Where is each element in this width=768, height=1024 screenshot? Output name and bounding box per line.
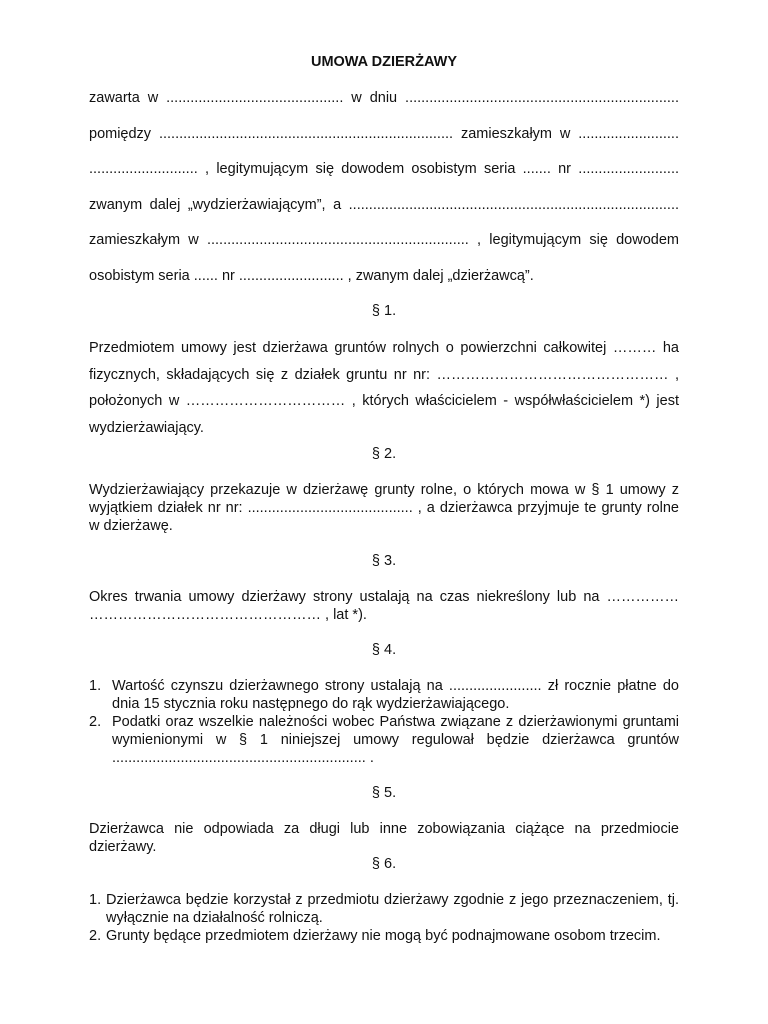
header-line-place-date: zawarta w ............................................ w dniu .................................................................... xyxy=(89,90,679,106)
section-2-heading: § 2. xyxy=(371,446,397,462)
list-item xyxy=(89,713,679,767)
section-5-heading: § 5. xyxy=(371,785,397,801)
list-item-number: 1. xyxy=(89,678,102,694)
list-item-number: 2. xyxy=(89,928,102,944)
section-3-text: Okres trwania umowy dzierżawy strony ustalają na czas niekreślony lub na …………… ………………………………………… , lat *). xyxy=(89,589,679,623)
section-1-line: Przedmiotem umowy jest dzierżawa gruntów rolnych o powierzchni całkowitej ……… ha xyxy=(89,340,679,356)
section-1-heading: § 1. xyxy=(371,303,397,319)
list-item-number: 2. xyxy=(89,714,102,730)
section-2-text: Wydzierżawiający przekazuje w dzierżawę grunty rolne, o których mowa w § 1 umowy z wyjątkiem działek nr nr: ......................................... , a dzierżawca przyjmuje te grunty rolne w dzierżawę. xyxy=(89,482,679,534)
section-4-heading: § 4. xyxy=(371,642,397,658)
section-1-line: fizycznych, składających się z działek gruntu nr nr: ………………………………………… , xyxy=(89,367,679,383)
section-6-heading: § 6. xyxy=(371,856,397,872)
section-1-line: wydzierżawiający. xyxy=(89,420,204,436)
list-item-number: 1. xyxy=(89,892,102,908)
list-item-text: Grunty będące przedmiotem dzierżawy nie mogą być podnajmowane osobom trzecim. xyxy=(106,928,661,944)
list-item-text: Podatki oraz wszelkie należności wobec Państwa związane z dzierżawionymi gruntami wymienionymi w § 1 niniejszej umowy regulował będzie dzierżawca gruntów ............................................................... . xyxy=(112,714,679,766)
list-item xyxy=(89,927,679,945)
document-title: UMOWA DZIERŻAWY xyxy=(310,54,458,70)
header-line-address: zamieszkałym w ................................................................. , legitymującym się dowodem xyxy=(89,232,679,248)
header-line-id: ........................... , legitymującym się dowodem osobistym seria ....... nr ......................... xyxy=(89,161,679,177)
section-4-list xyxy=(89,677,679,767)
section-5-text: Dzierżawca nie odpowiada za długi lub inne zobowiązania ciążące na przedmiocie dzierżawy. xyxy=(89,821,679,855)
section-6-list xyxy=(89,891,679,945)
header-line-lessee: osobistym seria ...... nr .......................... , zwanym dalej „dzierżawcą”. xyxy=(89,268,534,284)
section-1-line: położonych w …………………………… , których właścicielem - współwłaścicielem *) jest xyxy=(89,393,679,409)
list-item xyxy=(89,677,679,713)
header-line-between: pomiędzy ......................................................................... zamieszkałym w ......................... xyxy=(89,126,679,142)
section-3-heading: § 3. xyxy=(371,553,397,569)
list-item-text: Wartość czynszu dzierżawnego strony ustalają na ....................... zł rocznie płatne do dnia 15 stycznia roku następnego do rąk wydzierżawiającego. xyxy=(112,678,679,712)
list-item xyxy=(89,891,679,927)
header-line-lessor: zwanym dalej „wydzierżawiającym”, a .................................................................................. xyxy=(89,197,679,213)
list-item-text: Dzierżawca będzie korzystał z przedmiotu dzierżawy zgodnie z jego przeznaczeniem, tj. wyłącznie na działalność rolniczą. xyxy=(106,892,679,926)
